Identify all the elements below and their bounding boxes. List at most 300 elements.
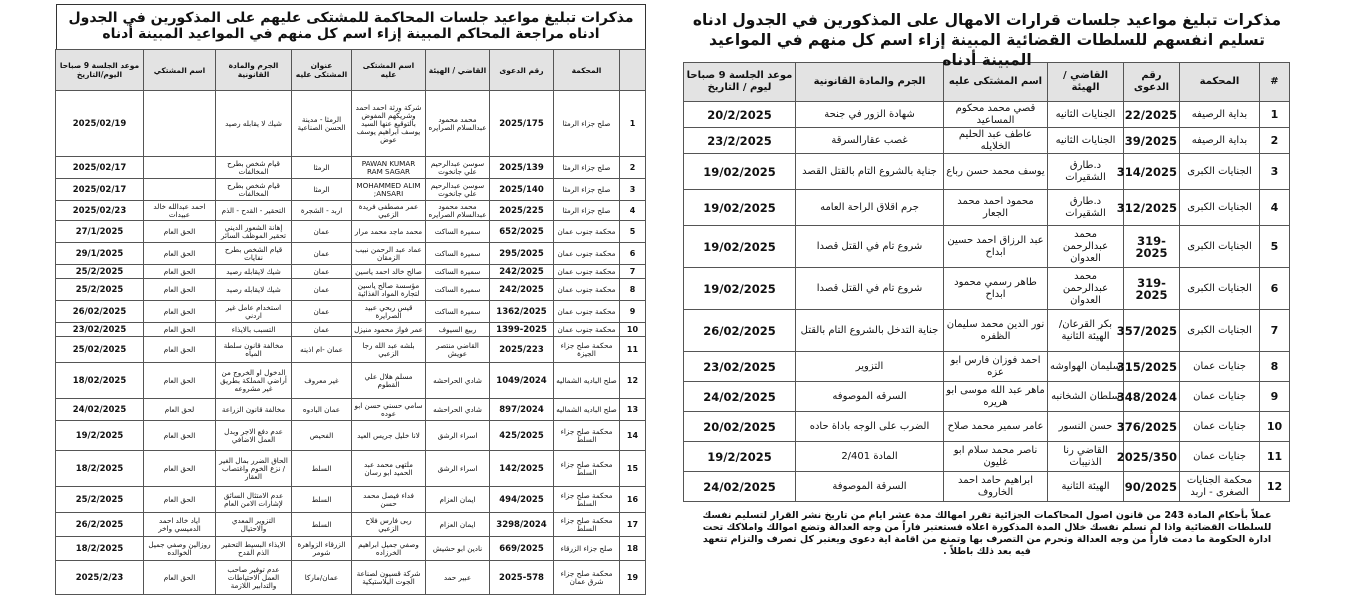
table-row — [684, 268, 1290, 310]
table-cell: السلط — [292, 487, 352, 513]
table-row — [56, 421, 646, 451]
table-cell: سامي حسني حسن ابو عوده — [352, 399, 426, 421]
table-cell: 24/02/2025 — [684, 382, 796, 412]
table-cell: وصفي جميل ابراهيم الخرزاده — [352, 537, 426, 561]
table-cell: ايمان العزام — [426, 513, 490, 537]
table-row — [56, 337, 646, 363]
table-cell: مسلم هلال علي القطوم — [352, 363, 426, 399]
table-cell: 348/2024 — [1124, 382, 1180, 412]
table-cell: الجنايات الكبرى — [1180, 226, 1260, 268]
table-cell: عبير حمد — [426, 561, 490, 595]
table-cell: 5 — [1260, 226, 1290, 268]
table-cell: 25/2/2025 — [56, 279, 144, 301]
table-cell: 25/02/2025 — [56, 337, 144, 363]
table-cell: جناية التدخل بالشروع التام بالقتل — [796, 310, 944, 352]
table-cell: الحق العام — [144, 243, 216, 265]
table-row — [56, 279, 646, 301]
table-cell: سليمان الهواوشه — [1048, 352, 1124, 382]
table-cell: 18/2/2025 — [56, 537, 144, 561]
table-cell: الحق العام — [144, 221, 216, 243]
table-cell: 26/02/2025 — [684, 310, 796, 352]
table-cell: قيام شخص بطرح المخالفات — [216, 157, 292, 179]
table-cell: محكمة جنوب عمان — [554, 301, 620, 323]
table-cell: 25/2/2025 — [56, 265, 144, 279]
table-cell: التحقير - القدح - الذم — [216, 201, 292, 221]
table-cell: صلح جزاء الرمثا — [554, 91, 620, 157]
table-cell: بكر القرعان/الهيئة الثانية — [1048, 310, 1124, 352]
table-cell: 357/2025 — [1124, 310, 1180, 352]
table-cell: 2025/225 — [490, 201, 554, 221]
table-cell: الحق العام — [144, 301, 216, 323]
trial-notices-table — [55, 49, 646, 595]
table-cell: محكمة صلح جزاء شرق عمان — [554, 561, 620, 595]
legal-footnote: عملاً بأحكام المادة 243 من قانون اصول المحاكمات الجزائية تقرر امهالك مدة عشر ايام من تاريخ نشر القرار لتسليم نفسك للسلطات القضائية واذا لم تسلم نفسك خلال المدة المذكورة اعلاه فستعتبر فاراً من وجه العدالة وتضع اموالك واملاكك تحت ادارة الحكومة ما دمت فاراً من وجه العدالة وتحرم من التصرف بها وتمنع من اقامة اية دعوى ويعتبر كل تصرف والتزام تتعهد فيه بعد ذلك باطلاً . — [702, 510, 1272, 557]
table-cell: جنايات عمان — [1180, 412, 1260, 442]
table-row — [56, 91, 646, 157]
table-cell: صلح الباديه الشماليه — [554, 399, 620, 421]
table-cell: 19/02/2025 — [684, 190, 796, 226]
table-cell: احمد فوزان فارس ابو عزه — [944, 352, 1048, 382]
column-header: رقم الدعوى — [1124, 63, 1180, 102]
table-cell: اياد خالد احمد الدميسي واخر — [144, 513, 216, 537]
table-row — [56, 221, 646, 243]
table-cell: الحق العام — [144, 323, 216, 337]
table-cell: الحق العام — [144, 451, 216, 487]
table-row — [684, 472, 1290, 502]
table-cell: 7 — [620, 265, 646, 279]
column-header: موعد الجلسة 9 صباحا ليوم / التاريخ — [684, 63, 796, 102]
table-row — [56, 243, 646, 265]
table-cell: 3 — [620, 179, 646, 201]
table-cell: محكمة جنوب عمان — [554, 243, 620, 265]
table-cell: مؤسسة صالح ياسين لتجارة المواد الغذائية — [352, 279, 426, 301]
table-row — [56, 301, 646, 323]
table-cell: سوسن عبدالرحيم علي جانخوت — [426, 157, 490, 179]
table-cell: قصي محمد محكوم المساعيد — [944, 102, 1048, 128]
table-cell: اسراء الرشق — [426, 451, 490, 487]
table-cell: سلطان الشخانبه — [1048, 382, 1124, 412]
table-cell: محكمة صلح جزاء السلط — [554, 451, 620, 487]
table-cell: 11 — [620, 337, 646, 363]
table-cell: 2025/02/17 — [56, 157, 144, 179]
table-cell: عمان — [292, 243, 352, 265]
table-cell: ربى فارس فلاح الزعبي — [352, 513, 426, 537]
table-row — [684, 310, 1290, 352]
table-cell: الزرقاء الزواهرة شومر — [292, 537, 352, 561]
table-cell: 1 — [620, 91, 646, 157]
table-cell: 25/2/2025 — [56, 487, 144, 513]
table-cell: شروع تام في القتل قصدا — [796, 268, 944, 310]
table-cell: 20/02/2025 — [684, 412, 796, 442]
table-cell: 2025/2/23 — [56, 561, 144, 595]
table-cell: عمر مصطفى فريدة الزعبي — [352, 201, 426, 221]
column-header: القاضي / الهيئة — [1048, 63, 1124, 102]
table-cell: صلح جزاء الرمثا — [554, 179, 620, 201]
table-cell: الحاق الضرر بمال الغير / نزع الخوم واغتصاب العقار — [216, 451, 292, 487]
table-cell: الفحيص — [292, 421, 352, 451]
table-cell: ناصر محمد سلام ابو غليون — [944, 442, 1048, 472]
table-cell: الدخول او الخروج من أراضي المملكة بطريق غير مشروعه — [216, 363, 292, 399]
column-header — [620, 50, 646, 91]
table-cell: عمان — [292, 265, 352, 279]
table-cell: عمان — [292, 221, 352, 243]
column-header: الجرم والمادة القانونية — [796, 63, 944, 102]
table-row — [684, 102, 1290, 128]
table-cell: 39/2025 — [1124, 128, 1180, 154]
table-cell: 14 — [620, 421, 646, 451]
table-cell: 23/02/2025 — [56, 323, 144, 337]
table-cell: صلح جزاء الزرقاء — [554, 537, 620, 561]
table-cell: الجنايات الثانيه — [1048, 102, 1124, 128]
table-cell: 2 — [1260, 128, 1290, 154]
column-header: القاضي / الهيئة — [426, 50, 490, 91]
table-cell: 2025/350 — [1124, 442, 1180, 472]
table-cell: 90/2025 — [1124, 472, 1180, 502]
table-cell: السلط — [292, 513, 352, 537]
deadline-notices-title: مذكرات تبليغ مواعيد جلسات قرارات الامهال على المذكورين في الجدول ادناه تسليم انفسهم للسلطات القضائية المبينة إزاء اسم كل منهم في المواعيد المبينة أدناه — [684, 4, 1290, 62]
table-cell: صلح الباديه الشماليه — [554, 363, 620, 399]
table-row — [684, 154, 1290, 190]
table-cell: الهيئة الثانية — [1048, 472, 1124, 502]
table-cell: 19/2/2025 — [684, 442, 796, 472]
table-row — [684, 412, 1290, 442]
table-cell: 2025/02/19 — [56, 91, 144, 157]
table-cell: سميرة الساكت — [426, 243, 490, 265]
table-cell: 315/2025 — [1124, 352, 1180, 382]
table-cell: السلط — [292, 451, 352, 487]
table-cell: MOHAMMED ALIM ANSARI; — [352, 179, 426, 201]
table-row — [56, 201, 646, 221]
table-cell: السرقه الموصوفه — [796, 382, 944, 412]
table-cell: PAWAN KUMAR RAM SAGAR — [352, 157, 426, 179]
table-cell: محكمة صلح جزاء السلط — [554, 513, 620, 537]
table-cell: 8 — [620, 279, 646, 301]
table-cell: 2025-578 — [490, 561, 554, 595]
table-cell: 9 — [620, 301, 646, 323]
table-cell: جنايات عمان — [1180, 382, 1260, 412]
table-cell: عمان — [292, 279, 352, 301]
table-cell: اسراء الرشق — [426, 421, 490, 451]
table-cell: 2025/139 — [490, 157, 554, 179]
table-cell: 18/02/2025 — [56, 363, 144, 399]
table-cell: 19/02/2025 — [684, 268, 796, 310]
table-cell: 29/1/2025 — [56, 243, 144, 265]
table-cell: 10 — [1260, 412, 1290, 442]
table-cell: محمود احمد محمد الجعار — [944, 190, 1048, 226]
table-cell — [144, 91, 216, 157]
table-cell: 242/2025 — [490, 265, 554, 279]
trial-notices-panel — [56, 4, 646, 590]
table-cell: اربد - الشجرة — [292, 201, 352, 221]
table-row — [684, 128, 1290, 154]
table-cell: عماد عبد الرحمن نبيب الزمقان — [352, 243, 426, 265]
table-cell: الرمثا — [292, 179, 352, 201]
table-cell: نور الدين محمد سليمان الظفره — [944, 310, 1048, 352]
column-header: الجرم والمادة القانونية — [216, 50, 292, 91]
table-cell: جنايات عمان — [1180, 352, 1260, 382]
table-cell: 26/02/2025 — [56, 301, 144, 323]
table-row — [56, 451, 646, 487]
table-cell: عمان — [292, 301, 352, 323]
table-cell: د.طارق الشقيرات — [1048, 190, 1124, 226]
table-cell: محمد ماجد محمد مرار — [352, 221, 426, 243]
table-cell: 19/02/2025 — [684, 154, 796, 190]
table-cell: محكمة صلح جزاء الجيزة — [554, 337, 620, 363]
table-cell: 1362/2025 — [490, 301, 554, 323]
column-header: اسم المشتكى عليه — [352, 50, 426, 91]
table-cell: 26/2/2025 — [56, 513, 144, 537]
table-cell: 19/02/2025 — [684, 226, 796, 268]
table-cell: الايذاء البسيط التحقير الذم القدح — [216, 537, 292, 561]
table-cell: د.طارق الشقيرات — [1048, 154, 1124, 190]
table-cell: سوسن عبدالرحيم علي جانخوت — [426, 179, 490, 201]
table-cell: الحق العام — [144, 561, 216, 595]
column-header: رقم الدعوى — [490, 50, 554, 91]
table-cell: عمان البادوه — [292, 399, 352, 421]
table-cell: محكمة جنوب عمان — [554, 265, 620, 279]
table-cell: 5 — [620, 221, 646, 243]
table-cell: ابراهيم حامد احمد الخاروف — [944, 472, 1048, 502]
table-cell: 10 — [620, 323, 646, 337]
table-cell: 24/02/2025 — [684, 472, 796, 502]
table-cell: عدم توفير صاحب العمل الاحتياطات والتدابير اللازمة — [216, 561, 292, 595]
table-cell: التسبب بالايذاء — [216, 323, 292, 337]
table-cell: 23/02/2025 — [684, 352, 796, 382]
table-cell: محكمة صلح جزاء السلط — [554, 421, 620, 451]
table-cell: 19/2/2025 — [56, 421, 144, 451]
table-cell: الحق العام — [144, 487, 216, 513]
table-cell: 376/2025 — [1124, 412, 1180, 442]
table-cell: 3298/2024 — [490, 513, 554, 537]
table-cell: سميرة الساكت — [426, 221, 490, 243]
column-header: المحكمة — [1180, 63, 1260, 102]
table-cell: 27/1/2025 — [56, 221, 144, 243]
table-row — [684, 226, 1290, 268]
table-cell: جنايات عمان — [1180, 442, 1260, 472]
table-cell: عمان/ماركا — [292, 561, 352, 595]
table-cell: الحق العام — [144, 265, 216, 279]
table-cell: صالح خالد احمد ياسين — [352, 265, 426, 279]
table-cell: 18 — [620, 537, 646, 561]
table-cell — [144, 157, 216, 179]
table-cell: شيك لا يقابله رصيد — [216, 91, 292, 157]
table-cell: بداية الرصيفه — [1180, 102, 1260, 128]
table-cell: صلح جزاء الرمثا — [554, 157, 620, 179]
table-cell: 8 — [1260, 352, 1290, 382]
table-cell: طاهر رسمي محمود ابداح — [944, 268, 1048, 310]
table-cell: 12 — [620, 363, 646, 399]
table-cell: لحق العام — [144, 399, 216, 421]
table-cell: بداية الرصيفه — [1180, 128, 1260, 154]
table-cell: 12 — [1260, 472, 1290, 502]
table-cell: الجنايات الكبرى — [1180, 190, 1260, 226]
table-cell: 4 — [620, 201, 646, 221]
table-cell: ماهر عبد الله موسى ابو هريره — [944, 382, 1048, 412]
table-cell: ايمان العزام — [426, 487, 490, 513]
table-row — [56, 363, 646, 399]
table-row — [56, 561, 646, 595]
table-cell: جرم اقلاق الراحة العامه — [796, 190, 944, 226]
table-cell: قيام الشخص بطرح نفايات — [216, 243, 292, 265]
table-cell: عمان — [292, 323, 352, 337]
table-cell: محكمة جنوب عمان — [554, 323, 620, 337]
table-cell: استخدام عامل غير اردني — [216, 301, 292, 323]
table-cell: عدم الامتثال السائق لإشارات الامن العام — [216, 487, 292, 513]
table-cell: شهادة الزور في جنحة — [796, 102, 944, 128]
table-cell — [144, 179, 216, 201]
table-cell: قيام شخص بطرح المخالفات — [216, 179, 292, 201]
table-cell: 425/2025 — [490, 421, 554, 451]
table-row — [684, 352, 1290, 382]
column-header: عنوان المشتكى عليه — [292, 50, 352, 91]
table-cell: شركة قسيون لصناعة الجوت البلاستيكية — [352, 561, 426, 595]
table-cell: الجنايات الثانيه — [1048, 128, 1124, 154]
table-cell: حسن النسور — [1048, 412, 1124, 442]
table-cell: صلح جزاء الرمثا — [554, 201, 620, 221]
table-row — [684, 190, 1290, 226]
table-cell: 319-2025 — [1124, 268, 1180, 310]
table-cell: قيس ربحي عبيد الصرايرة — [352, 301, 426, 323]
table-cell: محكمة صلح جزاء السلط — [554, 487, 620, 513]
table-cell: 24/02/2025 — [56, 399, 144, 421]
table-cell: 1049/2024 — [490, 363, 554, 399]
table-cell: 23/2/2025 — [684, 128, 796, 154]
table-cell: شركة ورثة احمد احمد وشريكهم المفوض بالتوقيع عنها السيد يوسف ابراهيم يوسف عوض — [352, 91, 426, 157]
table-cell: ربيع السيوف — [426, 323, 490, 337]
table-cell: محكمة جنوب عمان — [554, 221, 620, 243]
table-cell: عامر سمير محمد صلاح — [944, 412, 1048, 442]
table-cell: 3 — [1260, 154, 1290, 190]
table-cell: عبد الرزاق احمد حسين ابداح — [944, 226, 1048, 268]
table-cell: 295/2025 — [490, 243, 554, 265]
table-cell: الجنايات الكبرى — [1180, 268, 1260, 310]
table-cell: 11 — [1260, 442, 1290, 472]
table-cell: 1 — [1260, 102, 1290, 128]
table-cell: محمد محمود عبدالسلام الصرايره — [426, 91, 490, 157]
table-cell: احمد عبدالله خالد عبيدات — [144, 201, 216, 221]
table-cell: السرقة الموصوفة — [796, 472, 944, 502]
table-cell: محمد عبدالرحمن العدوان — [1048, 268, 1124, 310]
table-cell: 669/2025 — [490, 537, 554, 561]
table-cell: الحق العام — [144, 363, 216, 399]
table-cell: ملتهى محمد عبد الحميد ابو رسان — [352, 451, 426, 487]
table-cell: 17 — [620, 513, 646, 537]
table-cell: 22/2025 — [1124, 102, 1180, 128]
table-cell: غير معروف — [292, 363, 352, 399]
table-row — [56, 513, 646, 537]
table-cell: محمد محمود عبدالسلام الصرايره — [426, 201, 490, 221]
table-cell: شادي الحراحشه — [426, 399, 490, 421]
table-cell: 20/2/2025 — [684, 102, 796, 128]
table-cell: 2025/140 — [490, 179, 554, 201]
table-cell: شادي الحراحشه — [426, 363, 490, 399]
table-cell: نادين ابو حشيش — [426, 537, 490, 561]
table-cell: مخالفة قانون الزراعة — [216, 399, 292, 421]
table-cell: 1399-2025 — [490, 323, 554, 337]
table-cell: 15 — [620, 451, 646, 487]
table-cell: 142/2025 — [490, 451, 554, 487]
table-row — [56, 179, 646, 201]
table-cell: شروع تام في القتل قصدا — [796, 226, 944, 268]
table-cell: 2025/02/17 — [56, 179, 144, 201]
table-cell: 9 — [1260, 382, 1290, 412]
table-cell: الحق العام — [144, 279, 216, 301]
table-row — [56, 323, 646, 337]
table-cell: 6 — [620, 243, 646, 265]
table-cell: شيك لايقابله رصيد — [216, 279, 292, 301]
table-cell: سميرة الساكت — [426, 301, 490, 323]
table-cell: 19 — [620, 561, 646, 595]
table-cell: 13 — [620, 399, 646, 421]
table-cell: المادة 2/401 — [796, 442, 944, 472]
table-cell: 314/2025 — [1124, 154, 1180, 190]
table-cell: مخالفة قانون سلطة المياه — [216, 337, 292, 363]
table-cell: عمر فواز محمود منيزل — [352, 323, 426, 337]
table-cell: محكمة جنوب عمان — [554, 279, 620, 301]
table-cell: عدم دفع الاجر وبدل العمل الاضافي — [216, 421, 292, 451]
table-cell: غصب عقارالسرقة — [796, 128, 944, 154]
column-header: اسم المشتكي — [144, 50, 216, 91]
table-cell: 319-2025 — [1124, 226, 1180, 268]
table-cell: 2 — [620, 157, 646, 179]
column-header: المحكمة — [554, 50, 620, 91]
table-cell: القاضي رنا الذنيبات — [1048, 442, 1124, 472]
table-cell: سميرة الساكت — [426, 279, 490, 301]
table-row — [684, 442, 1290, 472]
table-cell: روزالين وصفي جميل الخوالده — [144, 537, 216, 561]
column-header: موعد الجلسة 9 صباحا اليوم/التاريخ — [56, 50, 144, 91]
table-cell: 18/2/2025 — [56, 451, 144, 487]
table-cell: 897/2024 — [490, 399, 554, 421]
table-cell: 6 — [1260, 268, 1290, 310]
table-cell: 494/2025 — [490, 487, 554, 513]
table-cell: عاطف عبد الحليم الخلايله — [944, 128, 1048, 154]
table-cell: شيك لايقابله رصيد — [216, 265, 292, 279]
table-row — [56, 537, 646, 561]
table-cell: الجنايات الكبرى — [1180, 310, 1260, 352]
table-cell: التزوير — [796, 352, 944, 382]
table-header-row — [56, 50, 646, 91]
table-cell: الرمثا - مدينة الحسن الصناعية — [292, 91, 352, 157]
deadline-notices-table — [683, 62, 1290, 502]
table-cell: 2025/223 — [490, 337, 554, 363]
table-cell: 2025/175 — [490, 91, 554, 157]
deadline-notices-panel — [684, 4, 1290, 583]
table-cell: الضرب على الوجه باداة حاده — [796, 412, 944, 442]
table-row — [56, 399, 646, 421]
table-cell: يوسف محمد حسن رباع — [944, 154, 1048, 190]
table-cell: لانا خليل جريس العيد — [352, 421, 426, 451]
table-row — [56, 157, 646, 179]
table-cell: 2025/02/23 — [56, 201, 144, 221]
table-cell: 312/2025 — [1124, 190, 1180, 226]
table-row — [56, 265, 646, 279]
table-cell: التزوير المعدي والاحتيال — [216, 513, 292, 537]
table-cell: سميرة الساكت — [426, 265, 490, 279]
table-cell: إهانة الشعور الديني تحقير الموظف السائر — [216, 221, 292, 243]
table-cell: 7 — [1260, 310, 1290, 352]
table-cell: 4 — [1260, 190, 1290, 226]
column-header: اسم المشتكى عليه — [944, 63, 1048, 102]
table-cell: جناية بالشروع التام بالقتل القصد — [796, 154, 944, 190]
table-cell: 242/2025 — [490, 279, 554, 301]
table-cell: الجنايات الكبرى — [1180, 154, 1260, 190]
table-cell: عمان -ام اذينه — [292, 337, 352, 363]
table-cell: فداء فيصل محمد حسن — [352, 487, 426, 513]
table-cell: 16 — [620, 487, 646, 513]
table-cell: محمد عبدالرحمن العدوان — [1048, 226, 1124, 268]
column-header: # — [1260, 63, 1290, 102]
